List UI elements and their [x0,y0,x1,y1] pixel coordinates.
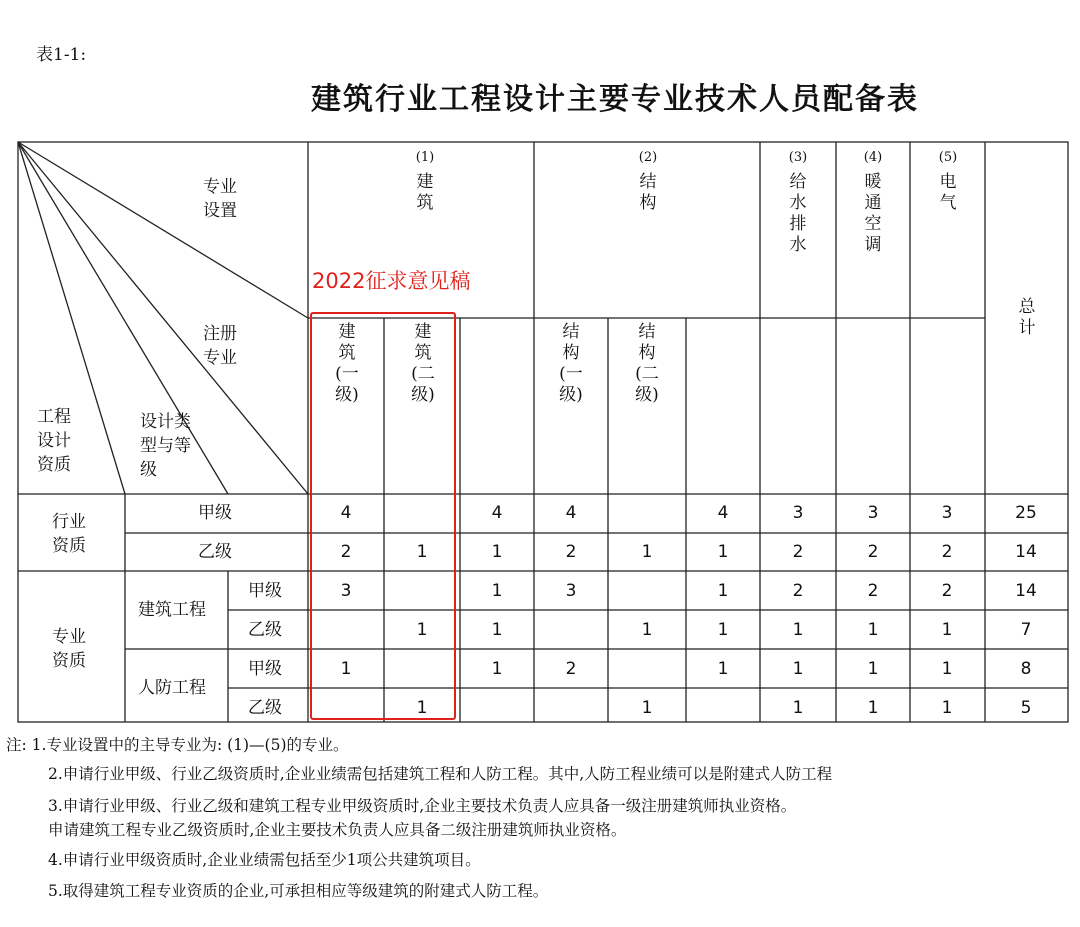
table-cell: 1 [941,620,953,640]
table-cell: 1 [717,542,729,562]
table-cell: 2 [565,659,577,679]
row-civil-grade-a: 甲级 [248,659,282,679]
header-registered-specialty: 注册专业 [203,324,237,368]
col-1-name: 建筑 [416,172,434,213]
row-industry-label: 行业资质 [52,512,86,556]
table-cell: 2 [340,542,352,562]
row-building-label: 建筑工程 [138,600,206,620]
table-cell: 4 [340,503,352,523]
table-cell: 4 [717,503,729,523]
header-specialty-setting: 专业设置 [203,177,237,221]
row-civil-defense-label: 人防工程 [138,678,206,698]
table-cell: 1 [491,659,503,679]
note-4: 4.申请行业甲级资质时,企业业绩需包括至少1项公共建筑项目。 [48,851,481,869]
row-civil-grade-b: 乙级 [248,698,282,718]
col-5-number: (5) [938,150,958,165]
table-cell: 1 [717,581,729,601]
col-1-number: (1) [415,150,435,165]
table-cell: 1 [491,620,503,640]
table-cell: 14 [1015,581,1037,601]
col-2-number: (2) [638,150,658,165]
note-2: 2.申请行业甲级、行业乙级资质时,企业业绩需包括建筑工程和人防工程。其中,人防工程业绩可以是附建式人防工程 [48,765,833,783]
col-total: 总计 [1018,297,1036,338]
table-cell: 4 [491,503,503,523]
table-cell: 2 [792,581,804,601]
table-cell: 8 [1020,659,1032,679]
table-cell: 2 [792,542,804,562]
row-industry-grade-a: 甲级 [198,503,232,523]
table-cell: 1 [416,620,428,640]
reg-architecture-1: 建筑(一级) [335,322,359,405]
col-5-name: 电气 [939,172,957,213]
table-cell: 1 [717,620,729,640]
table-cell: 1 [416,542,428,562]
col-3-name: 给水排水 [789,172,807,255]
col-4-number: (4) [863,150,883,165]
table-cell: 14 [1015,542,1037,562]
header-design-type-grade: 设计类型与等级 [140,412,191,480]
table-cell: 7 [1020,620,1032,640]
row-industry-grade-b: 乙级 [198,542,232,562]
table-cell: 2 [941,581,953,601]
col-3-number: (3) [788,150,808,165]
draft-stamp-label: 2022征求意见稿 [312,269,471,293]
header-qualification: 工程设计资质 [37,407,71,475]
table-cell: 25 [1015,503,1037,523]
table-cell: 3 [941,503,953,523]
table-cell: 1 [491,581,503,601]
table-cell: 1 [641,542,653,562]
reg-architecture-2: 建筑(二级) [411,322,435,405]
table-cell: 1 [867,698,879,718]
note-3b: 申请建筑工程专业乙级资质时,企业主要技术负责人应具备二级注册建筑师执业资格。 [48,821,627,839]
table-cell: 1 [717,659,729,679]
note-3: 3.申请行业甲级、行业乙级和建筑工程专业甲级资质时,企业主要技术负责人应具备一级注册建筑师执业资格。 [48,797,797,815]
table-cell: 1 [867,620,879,640]
table-cell: 3 [565,581,577,601]
table-cell: 2 [867,542,879,562]
table-cell: 1 [340,659,352,679]
col-4-name: 暖通空调 [864,172,882,255]
table-cell: 3 [867,503,879,523]
table-cell: 3 [340,581,352,601]
col-2-name: 结构 [639,172,657,213]
table-cell: 2 [941,542,953,562]
row-building-grade-b: 乙级 [248,620,282,640]
table-cell: 2 [867,581,879,601]
table-cell: 1 [416,698,428,718]
table-cell: 4 [565,503,577,523]
table-label: 表1-1: [36,45,87,65]
table-cell: 1 [491,542,503,562]
note-5: 5.取得建筑工程专业资质的企业,可承担相应等级建筑的附建式人防工程。 [48,882,549,900]
reg-structure-2: 结构(二级) [635,322,659,405]
reg-structure-1: 结构(一级) [559,322,583,405]
table-cell: 1 [641,620,653,640]
table-cell: 1 [641,698,653,718]
table-cell: 1 [792,659,804,679]
document-title: 建筑行业工程设计主要专业技术人员配备表 [311,82,919,117]
table-cell: 2 [565,542,577,562]
table-cell: 1 [792,620,804,640]
table-cell: 1 [941,659,953,679]
table-cell: 1 [792,698,804,718]
table-cell: 3 [792,503,804,523]
note-1: 注: 1.专业设置中的主导专业为: (1)—(5)的专业。 [6,736,349,754]
table-cell: 1 [867,659,879,679]
row-specialty-label: 专业资质 [52,627,86,671]
table-cell: 1 [941,698,953,718]
table-cell: 5 [1020,698,1032,718]
row-building-grade-a: 甲级 [248,581,282,601]
